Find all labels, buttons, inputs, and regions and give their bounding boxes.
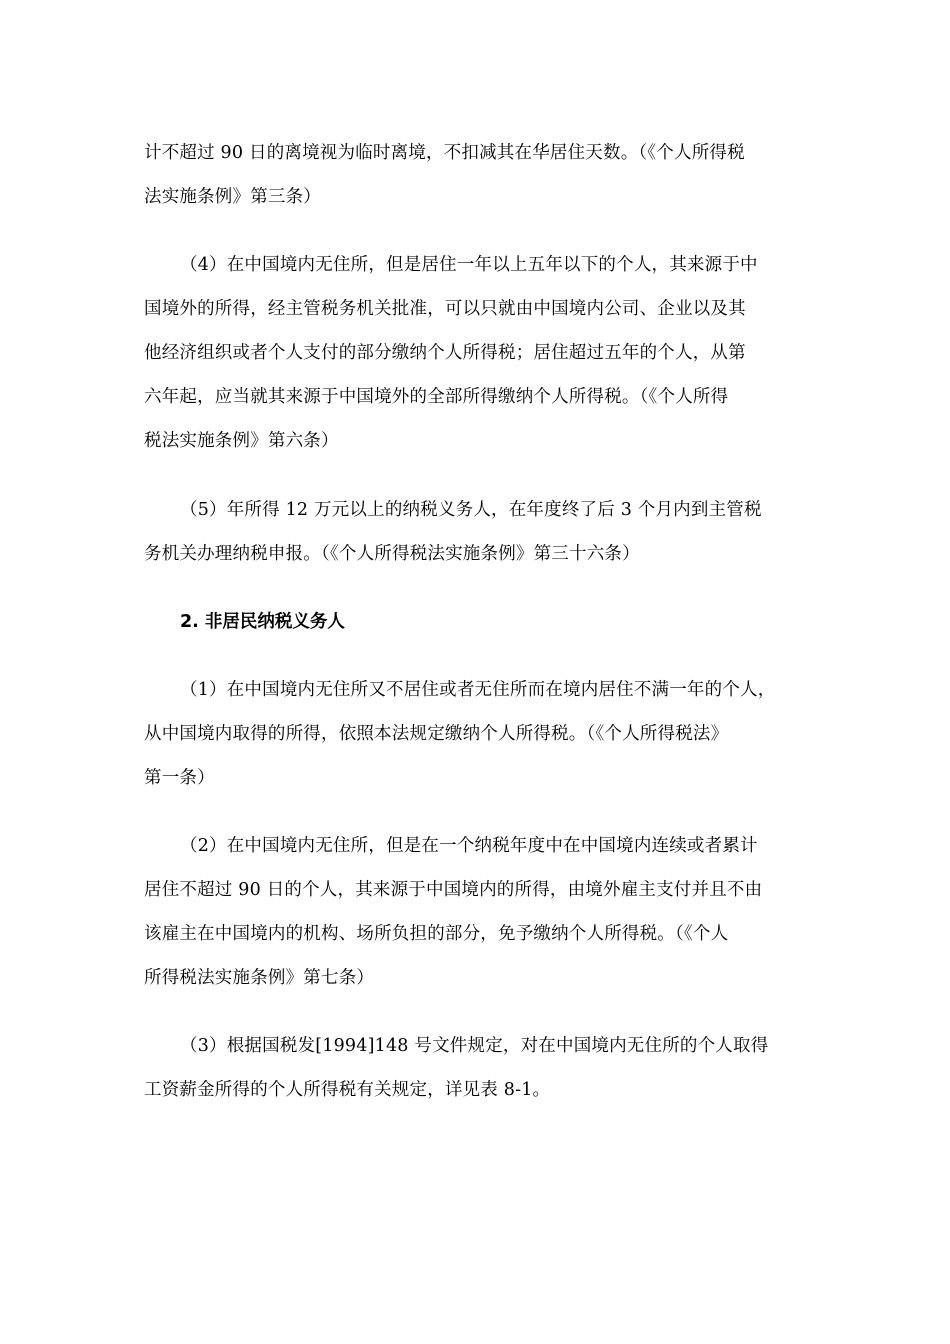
paragraph-line: 法实施条例》第三条） [144,187,321,207]
paragraph-line: （3）根据国税发[1994]148 号文件规定，对在中国境内无住所的个人取得 [180,1036,769,1056]
paragraph-line: （1）在中国境内无住所又不居住或者无住所而在境内居住不满一年的个人， [180,680,776,700]
paragraph-line: 该雇主在中国境内的机构、场所负担的部分，免予缴纳个人所得税。（《个人 [144,924,729,944]
paragraph-line: （4）在中国境内无住所，但是居住一年以上五年以下的个人，其来源于中 [180,255,758,275]
paragraph-line: 所得税法实施条例》第七条） [144,968,375,988]
paragraph-line: 第一条） [144,768,215,788]
paragraph-line: 国境外的所得，经主管税务机关批准，可以只就由中国境内公司、企业以及其 [144,299,746,319]
paragraph-line: 六年起，应当就其来源于中国境外的全部所得缴纳个人所得税。（《个人所得 [144,387,729,407]
paragraph-line: 计不超过 90 日的离境视为临时离境，不扣减其在华居住天数。（《个人所得税 [144,143,745,163]
paragraph-line: 居住不超过 90 日的个人，其来源于中国境内的所得，由境外雇主支付并且不由 [144,880,763,900]
paragraph-line: 从中国境内取得的所得，依照本法规定缴纳个人所得税。（《个人所得税法》 [144,724,729,744]
paragraph-line: 工资薪金所得的个人所得税有关规定，详见表 8-1。 [144,1080,551,1100]
section-heading: 2. 非居民纳税义务人 [180,612,345,632]
paragraph-line: 务机关办理纳税申报。（《个人所得税法实施条例》第三十六条） [144,544,640,564]
paragraph-line: （5）年所得 12 万元以上的纳税义务人，在年度终了后 3 个月内到主管税 [180,500,762,520]
paragraph-line: 他经济组织或者个人支付的部分缴纳个人所得税；居住超过五年的个人，从第 [144,343,746,363]
paragraph-line: 税法实施条例》第六条） [144,431,339,451]
paragraph-line: （2）在中国境内无住所，但是在一个纳税年度中在中国境内连续或者累计 [180,836,758,856]
